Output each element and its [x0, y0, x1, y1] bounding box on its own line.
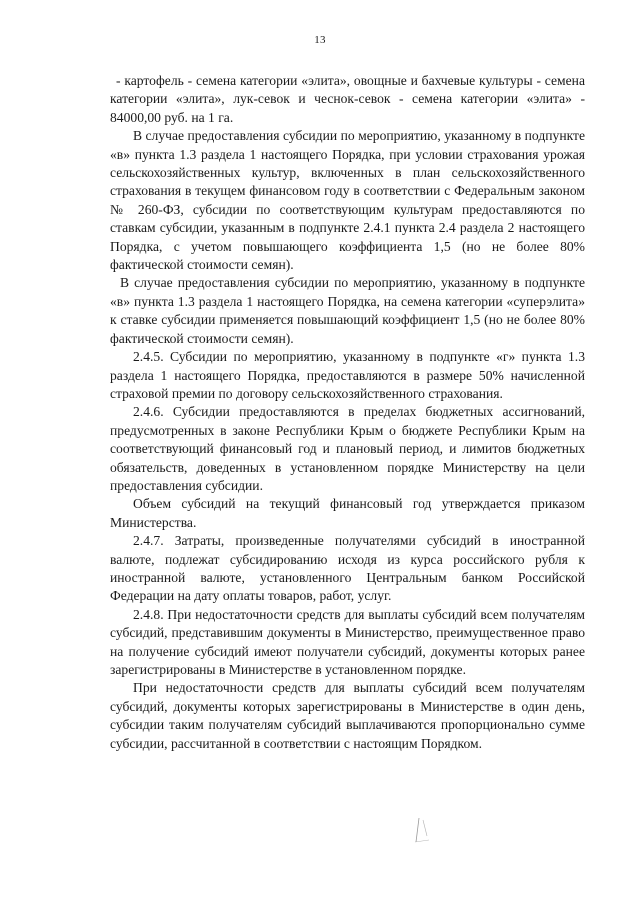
- paragraph-2-4-8: 2.4.8. При недостаточности средств для выплаты субсидий всем получателям субсидий, представившим документы в Министерство, преимущественное право на получение субсидий имеют получатели субсидий, документы которых ранее зарегистрированы в Министерстве в установленном порядке.: [110, 606, 585, 677]
- paragraph-superelite-coefficient: В случае предоставления субсидии по мероприятию, указанному в подпункте «в» пункта 1.3 раздела 1 настоящего Порядка, на семена категории «суперэлита» к ставке субсидии применяется повышающий коэффициент 1,5 (но не более 80% фактической стоимости семян).: [110, 275, 585, 346]
- document-body: [110, 72, 585, 753]
- paragraph-2-4-7: 2.4.7. Затраты, произведенные получателями субсидий в иностранной валюте, подлежат субсидированию исходя из курса российского рубля к иностранной валюте, установленного Центральным банком Российской Федерации на дату оплаты товаров, работ, услуг.: [110, 533, 585, 604]
- page-number: 13: [314, 34, 326, 46]
- paragraph-insurance-coefficient: В случае предоставления субсидии по мероприятию, указанному в подпункте «в» пункта 1.3 раздела 1 настоящего Порядка, при условии страхования урожая сельскохозяйственных культур, включенных в план сельскохозяйственного страхования в текущем финансовом году в соответствии с Федеральным законом № 260-ФЗ, субсидии по соответствующим культурам предоставляются по ставкам субсидии, указанным в подпункте 2.4.1 пункта 2.4 раздела 2 настоящего Порядка, с учетом повышающего коэффициента 1,5 (но не более 80% фактической стоимости семян).: [110, 128, 585, 273]
- paragraph-seed-potato-rate: - картофель - семена категории «элита», овощные и бахчевые культуры - семена категории «элита», лук-севок и чеснок-севок - семена категории «элита» - 84000,00 руб. на 1 га.: [110, 73, 585, 125]
- signature-mark: [405, 812, 445, 852]
- paragraph-annual-volume: Объем субсидий на текущий финансовый год утверждается приказом Министерства.: [110, 496, 585, 530]
- paragraph-same-day-proportional: При недостаточности средств для выплаты субсидий всем получателям субсидий, документы которых зарегистрированы в Министерстве в один день, субсидии таким получателям субсидий выплачиваются пропорционально сумме субсидии, рассчитанной в соответствии с настоящим Порядком.: [110, 680, 585, 751]
- paragraph-2-4-5: 2.4.5. Субсидии по мероприятию, указанному в подпункте «г» пункта 1.3 раздела 1 настоящего Порядка, предоставляются в размере 50% начисленной страховой премии по договору сельскохозяйственного страхования.: [110, 349, 585, 401]
- paragraph-2-4-6: 2.4.6. Субсидии предоставляются в пределах бюджетных ассигнований, предусмотренных в законе Республики Крым о бюджете Республики Крым на соответствующий финансовый год и плановый период, и лимитов бюджетных обязательств, доведенных в установленном порядке Министерству на цели предоставления субсидии.: [110, 404, 585, 493]
